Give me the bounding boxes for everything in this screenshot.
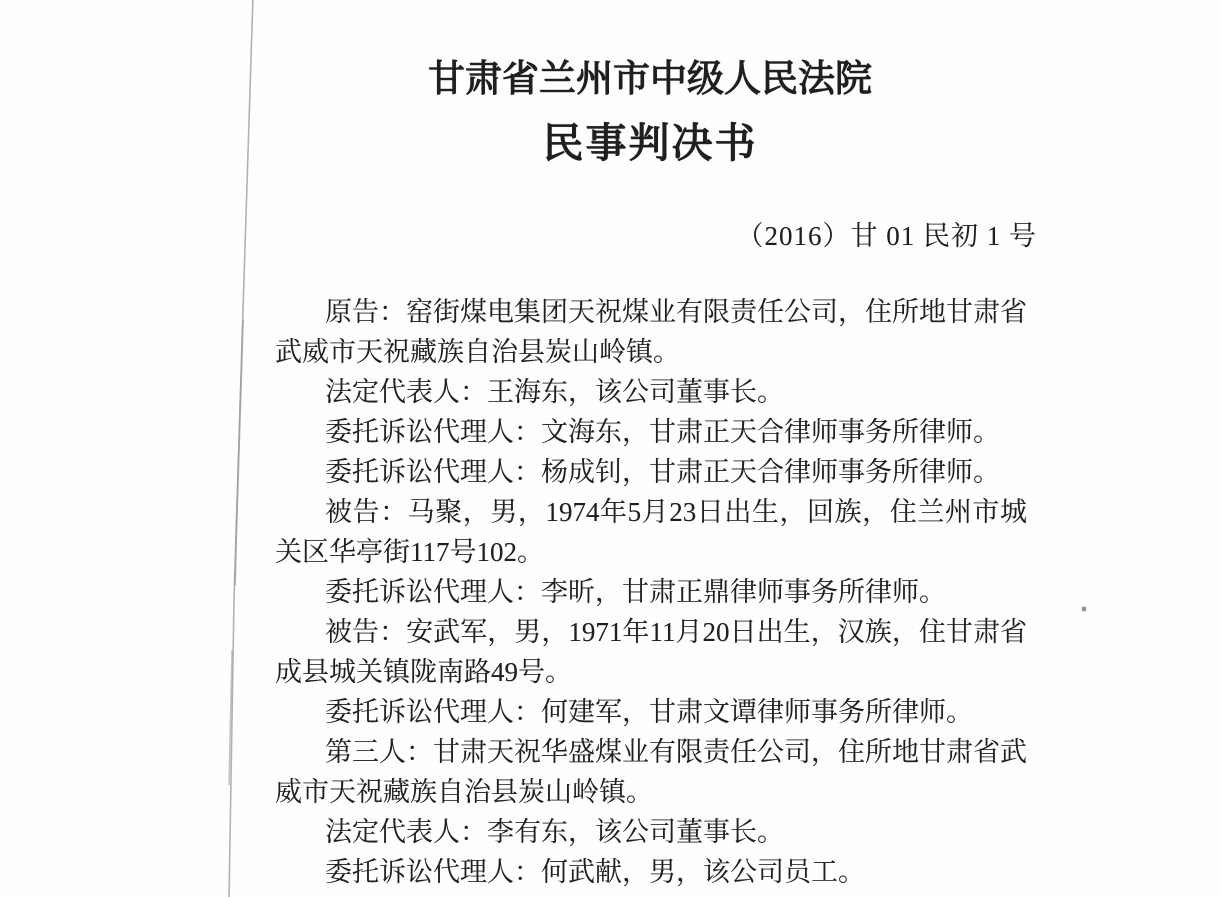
scan-speck xyxy=(1082,607,1086,611)
paragraph: 第三人：甘肃天祝华盛煤业有限责任公司，住所地甘肃省武威市天祝藏族自治县炭山岭镇。 xyxy=(275,737,1027,807)
paragraph: 被告：马聚，男，1974年5月23日出生，回族，住兰州市城关区华亭街117号102。 xyxy=(275,497,1027,567)
paragraph: 委托诉讼代理人：文海东，甘肃正天合律师事务所律师。 xyxy=(325,417,1000,447)
doc-type-title: 民事判决书 xyxy=(542,120,758,166)
paragraph: 法定代表人：李有东，该公司董事长。 xyxy=(325,817,784,847)
paragraph: 委托诉讼代理人：何建军，甘肃文谭律师事务所律师。 xyxy=(325,697,973,727)
paragraph: 委托诉讼代理人：杨成钊，甘肃正天合律师事务所律师。 xyxy=(325,457,1000,487)
paragraph: 原告：窑街煤电集团天祝煤业有限责任公司，住所地甘肃省武威市天祝藏族自治县炭山岭镇。 xyxy=(275,297,1027,367)
court-title: 甘肃省兰州市中级人民法院 xyxy=(428,59,872,100)
paragraph: 委托诉讼代理人：李昕，甘肃正鼎律师事务所律师。 xyxy=(325,577,946,607)
document-body xyxy=(275,292,1027,892)
paragraph: 法定代表人：王海东，该公司董事长。 xyxy=(325,377,784,407)
case-number: （2016）甘 01 民初 1 号 xyxy=(736,221,1037,251)
paragraph: 被告：安武军，男，1971年11月20日出生，汉族，住甘肃省成县城关镇陇南路49号。 xyxy=(275,617,1027,687)
paragraph: 委托诉讼代理人：何武献，男，该公司员工。 xyxy=(325,857,865,887)
